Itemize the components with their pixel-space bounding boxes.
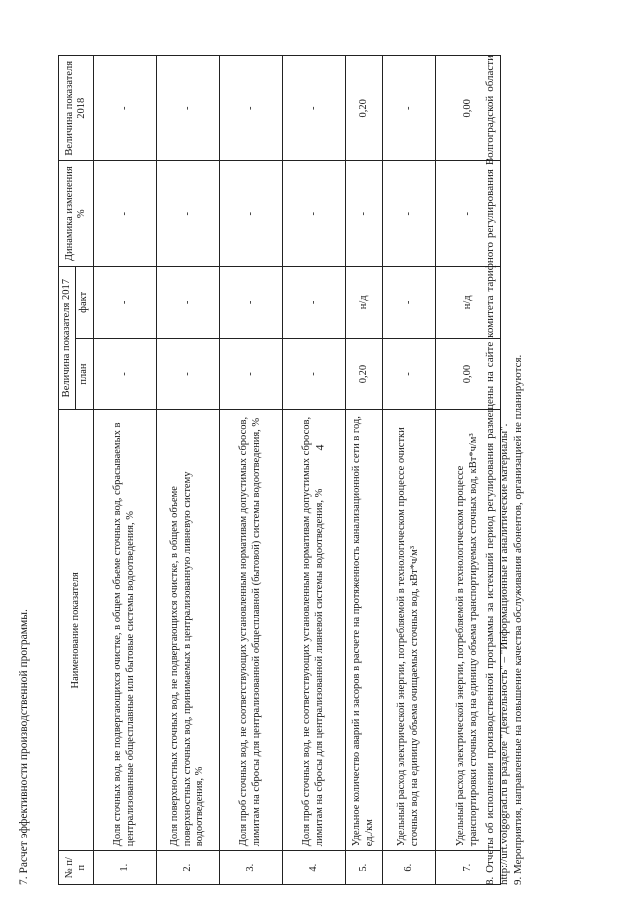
row-num: 6. — [382, 851, 435, 885]
row-name: Удельный расход электрической энергии, потребляемой в технологическом процессе очистки сточных вод на единицу объема очищаемых сточных вод, кВт*ч/м³ — [382, 410, 435, 851]
row-num: 5. — [345, 851, 382, 885]
indicators-table — [58, 55, 501, 885]
section-title: 7. Расчет эффективности производственной программы. — [18, 609, 30, 885]
header-value-2018: Величина показателя 2018 — [59, 56, 94, 161]
row-fact: н/д — [345, 266, 382, 338]
row-plan: - — [219, 338, 282, 410]
row-name: Удельный расход электрической энергии, потребляемой в технологическом процессе транспортировки сточных вод на единицу объема транспортируемых сточных вод, кВт*ч/м³ — [435, 410, 500, 851]
row-name: Доля проб сточных вод, не соответствующих установленным нормативам допустимых сбросов, лимитам на сбросы для централизованной общесплавной (бытовой) системы водоотведения, % — [219, 410, 282, 851]
row-value-2018: - — [382, 56, 435, 161]
row-num: 2. — [156, 851, 219, 885]
row-dynamics: - — [219, 161, 282, 266]
row-name: Доля сточных вод, не подвергающихся очистке, в общем объеме сточных вод, сбрасываемых в централизованные общесплавные или бытовые системы водоотведения, % — [93, 410, 156, 851]
row-dynamics: - — [282, 161, 345, 266]
row-dynamics: - — [382, 161, 435, 266]
table-row — [219, 56, 282, 885]
row-name: Доля поверхностных сточных вод, не подвергающихся очистке, в общем объеме поверхностных сточных вод, принимаемых в централизованную ливневую систему водоотведения, % — [156, 410, 219, 851]
row-value-2018: 0,20 — [345, 56, 382, 161]
row-name: Удельное количество аварий и засоров в расчете на протяженность канализационной сети в год, ед./км — [345, 410, 382, 851]
table-row — [282, 56, 345, 885]
row-plan: - — [93, 338, 156, 410]
table-header-row — [59, 56, 76, 885]
row-value-2018: 0,00 — [435, 56, 500, 161]
row-fact: - — [382, 266, 435, 338]
row-num: 4. — [282, 851, 345, 885]
row-num: 1. — [93, 851, 156, 885]
notes-section — [484, 55, 525, 885]
row-value-2018: - — [93, 56, 156, 161]
table-row — [345, 56, 382, 885]
row-fact: - — [219, 266, 282, 338]
header-plan: план — [76, 338, 93, 410]
header-value-2017: Величина показателя 2017 — [59, 266, 76, 409]
row-plan: 0,00 — [435, 338, 500, 410]
page-number: 4 — [312, 444, 327, 451]
row-num: 7. — [435, 851, 500, 885]
row-dynamics: - — [156, 161, 219, 266]
row-value-2018: - — [282, 56, 345, 161]
table-row — [156, 56, 219, 885]
row-plan: 0,20 — [345, 338, 382, 410]
row-value-2018: - — [219, 56, 282, 161]
header-fact: факт — [76, 266, 93, 338]
row-dynamics: - — [93, 161, 156, 266]
row-fact: - — [156, 266, 219, 338]
row-num: 3. — [219, 851, 282, 885]
row-plan: - — [156, 338, 219, 410]
row-plan: - — [282, 338, 345, 410]
table-row — [382, 56, 435, 885]
row-dynamics: - — [435, 161, 500, 266]
row-fact: н/д — [435, 266, 500, 338]
note-item-9: 9. Мероприятия, направленные на повышение качества обслуживания абонентов, организацией не планируются. — [511, 354, 524, 885]
header-name: Наименование показателя — [59, 410, 94, 851]
row-fact: - — [282, 266, 345, 338]
row-dynamics: - — [345, 161, 382, 266]
row-plan: - — [382, 338, 435, 410]
header-dynamics: Динамика изменения % — [59, 161, 94, 266]
row-value-2018: - — [156, 56, 219, 161]
note-item-8: 8. Отчеты об исполнении производственной программы за истекший период регулирования размещены на сайте комитета тарифного регулирования Волгоградской области http://urt.volgograd.ru в разделе "Деятельность" – "Информационные и аналитические материалы". — [484, 55, 510, 885]
table-row — [93, 56, 156, 885]
header-num: № п/п — [59, 851, 94, 885]
row-fact: - — [93, 266, 156, 338]
row-name: Доля проб сточных вод, не соответствующих установленным нормативам допустимых сбросов, лимитам на сбросы для централизованной ливневой системы водоотведения, % — [282, 410, 345, 851]
